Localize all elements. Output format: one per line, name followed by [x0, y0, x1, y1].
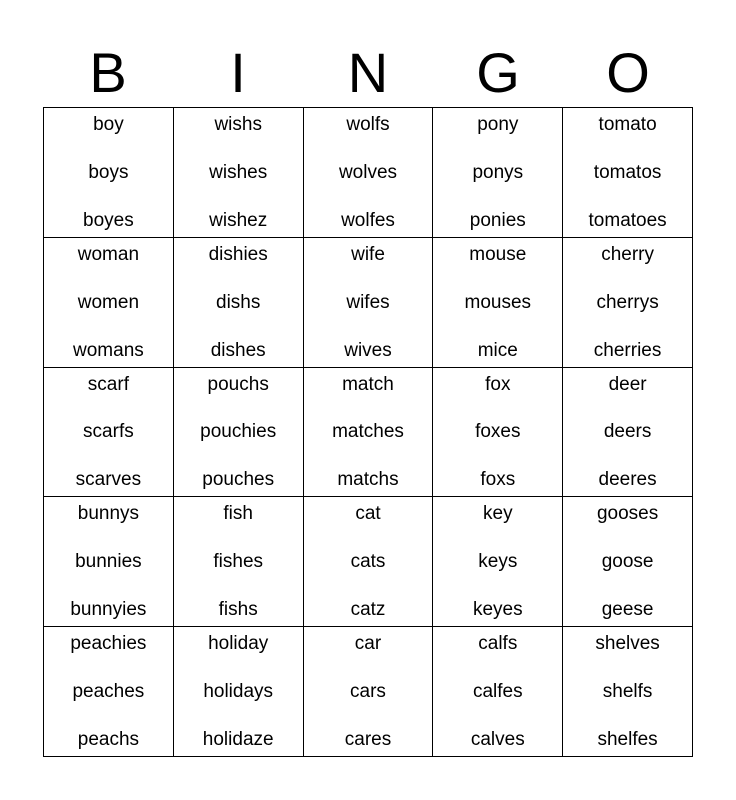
- cell-word: deer: [608, 373, 647, 395]
- cell-word: wishs: [214, 114, 262, 135]
- bingo-cell[interactable]: [174, 368, 304, 498]
- cell-word: calves: [470, 729, 525, 750]
- cell-word: ponies: [469, 209, 526, 231]
- cell-word: shelfs: [602, 681, 653, 703]
- bingo-cell[interactable]: [174, 627, 304, 757]
- cell-word: cat: [355, 503, 381, 525]
- cell-word: match: [342, 373, 394, 395]
- bingo-cell[interactable]: [563, 497, 693, 627]
- bingo-cell[interactable]: [174, 497, 304, 627]
- cell-word: bunnyies: [70, 599, 147, 621]
- bingo-cell[interactable]: [433, 238, 563, 368]
- cell-word: holidays: [203, 681, 274, 703]
- cell-word: holidaze: [202, 729, 274, 750]
- cell-word: mouses: [464, 291, 532, 313]
- cell-word: matchs: [337, 469, 399, 491]
- bingo-cell[interactable]: [304, 238, 434, 368]
- cell-word: fishes: [213, 551, 264, 573]
- header-letter-b: B: [89, 41, 127, 104]
- bingo-cell[interactable]: [433, 368, 563, 498]
- bingo-cell[interactable]: [433, 108, 563, 238]
- cell-word: dishs: [216, 291, 261, 313]
- cell-word: shelfes: [597, 729, 658, 750]
- cell-word: calfs: [478, 633, 518, 655]
- cell-word: women: [77, 291, 140, 313]
- cell-word: scarf: [87, 373, 129, 395]
- cell-word: keys: [478, 551, 518, 573]
- cell-word: wifes: [346, 291, 390, 313]
- bingo-cell[interactable]: [304, 108, 434, 238]
- cell-word: tomato: [598, 114, 657, 135]
- cell-word: geese: [601, 599, 654, 621]
- cell-word: key: [483, 503, 513, 525]
- cell-word: calfes: [472, 681, 523, 703]
- cell-word: fox: [485, 373, 511, 395]
- bingo-cell[interactable]: [304, 497, 434, 627]
- cell-word: cares: [344, 729, 392, 750]
- cell-word: mice: [477, 339, 518, 361]
- cell-word: pony: [477, 114, 519, 135]
- bingo-cell[interactable]: [44, 497, 174, 627]
- cell-word: fishs: [218, 599, 258, 621]
- cell-word: deers: [603, 421, 652, 443]
- header-letter-g: G: [476, 41, 520, 104]
- cell-word: goose: [601, 551, 654, 573]
- cell-word: wife: [351, 243, 385, 265]
- cell-word: boy: [93, 114, 124, 135]
- cell-word: bunnys: [77, 503, 140, 525]
- cell-word: woman: [77, 243, 140, 265]
- bingo-header: [43, 40, 693, 106]
- bingo-cell[interactable]: [563, 368, 693, 498]
- bingo-cell[interactable]: [304, 368, 434, 498]
- cell-word: ponys: [472, 161, 524, 183]
- bingo-cell[interactable]: [44, 627, 174, 757]
- cell-word: tomatoes: [588, 209, 667, 231]
- cell-word: gooses: [596, 503, 659, 525]
- cell-word: pouchs: [207, 373, 269, 395]
- bingo-cell[interactable]: [174, 238, 304, 368]
- cell-word: catz: [350, 599, 386, 621]
- cell-word: tomatos: [593, 161, 662, 183]
- cell-word: cherries: [593, 339, 662, 361]
- cell-word: peaches: [72, 681, 145, 703]
- bingo-cell[interactable]: [433, 627, 563, 757]
- cell-word: pouchies: [200, 421, 277, 443]
- cell-word: wolves: [338, 161, 398, 183]
- cell-word: mouse: [469, 243, 527, 265]
- cell-word: dishies: [208, 243, 268, 265]
- header-letter-n: N: [347, 41, 389, 104]
- header-letter-i: I: [230, 41, 246, 104]
- cell-word: scarves: [75, 469, 142, 491]
- cell-word: holiday: [208, 633, 269, 655]
- cell-word: keyes: [472, 599, 523, 621]
- cell-word: foxs: [480, 469, 516, 491]
- cell-word: cats: [350, 551, 386, 573]
- cell-word: scarfs: [83, 421, 134, 443]
- cell-word: wolfes: [341, 209, 395, 231]
- cell-word: dishes: [210, 339, 266, 361]
- cell-word: cars: [350, 681, 386, 703]
- bingo-cell[interactable]: [563, 108, 693, 238]
- header-letter-o: O: [606, 41, 650, 104]
- cell-word: wishez: [209, 209, 268, 231]
- bingo-cell[interactable]: [433, 497, 563, 627]
- cell-word: foxes: [475, 421, 521, 443]
- cell-word: wishes: [209, 161, 268, 183]
- bingo-cell[interactable]: [304, 627, 434, 757]
- cell-word: boyes: [83, 209, 134, 231]
- cell-word: cherrys: [596, 291, 659, 313]
- bingo-board: [43, 107, 693, 757]
- cell-word: boys: [88, 161, 129, 183]
- cell-word: wives: [344, 339, 392, 361]
- cell-word: cherry: [601, 243, 654, 265]
- bingo-cell[interactable]: [174, 108, 304, 238]
- cell-word: pouches: [202, 469, 275, 491]
- cell-word: deeres: [598, 469, 657, 491]
- bingo-cell[interactable]: [563, 238, 693, 368]
- cell-word: womans: [73, 339, 144, 361]
- cell-word: peachs: [77, 729, 140, 750]
- cell-word: car: [354, 633, 382, 655]
- cell-word: fish: [223, 503, 253, 525]
- cell-word: peachies: [70, 633, 147, 655]
- bingo-cell[interactable]: [44, 108, 174, 238]
- bingo-cell[interactable]: [44, 238, 174, 368]
- bingo-cell[interactable]: [44, 368, 174, 498]
- cell-word: bunnies: [75, 551, 142, 573]
- cell-word: matches: [332, 421, 404, 443]
- bingo-cell[interactable]: [563, 627, 693, 757]
- cell-word: shelves: [595, 633, 660, 655]
- cell-word: wolfs: [346, 114, 390, 135]
